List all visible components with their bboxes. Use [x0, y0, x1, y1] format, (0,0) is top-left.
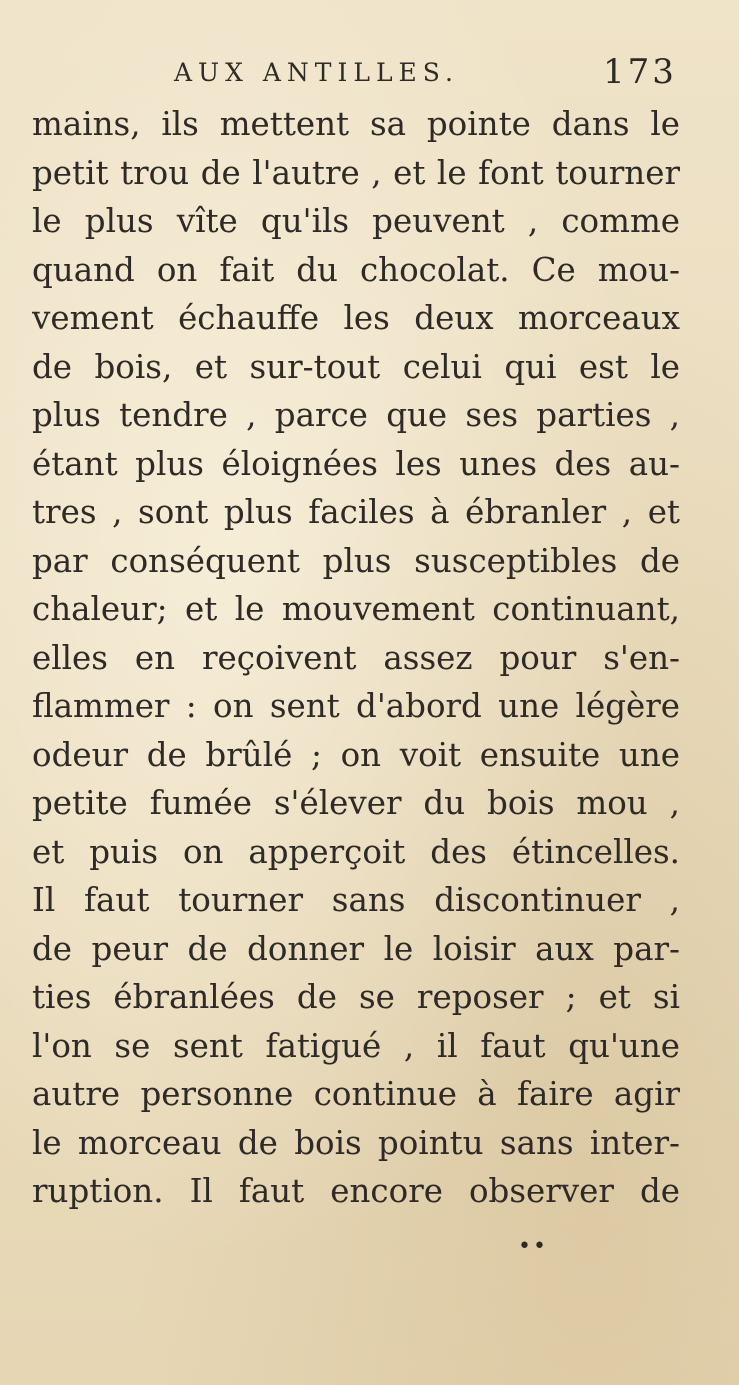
text-line: tres , sont plus faciles à ébranler , et: [32, 493, 680, 531]
text-line: étant plus éloignées les unes des au-: [32, 444, 680, 483]
text-line: le plus vîte qu'ils peuvent , comme: [32, 202, 680, 240]
text-line: autre personne continue à faire agir: [32, 1075, 680, 1113]
body-text: [32, 100, 680, 1216]
text-line: par conséquent plus susceptibles de: [32, 541, 680, 580]
text-line: ruption. Il faut encore observer de: [32, 1172, 680, 1210]
text-line: plus tendre , parce que ses parties ,: [32, 396, 680, 434]
text-line: Il faut tourner sans discontinuer ,: [32, 881, 680, 919]
text-line: ties ébranlées de se reposer ; et si: [32, 978, 680, 1016]
text-line: petit trou de l'autre , et le font tourner: [32, 153, 680, 192]
text-line: odeur de brûlé ; on voit ensuite une: [32, 735, 680, 774]
text-line: elles en reçoivent assez pour s'en-: [32, 638, 680, 677]
signature-mark: ••: [518, 1234, 548, 1259]
text-line: quand on fait du chocolat. Ce mou-: [32, 250, 680, 289]
text-line: de bois, et sur-tout celui qui est le: [32, 347, 680, 386]
running-head: [0, 52, 739, 96]
text-line: et puis on apperçoit des étincelles.: [32, 832, 680, 871]
running-head-title: AUX ANTILLES.: [174, 58, 459, 87]
text-line: le morceau de bois pointu sans inter-: [32, 1123, 680, 1162]
text-line: de peur de donner le loisir aux par-: [32, 929, 680, 968]
text-line: chaleur; et le mouvement continuant,: [32, 590, 680, 628]
text-line: flammer : on sent d'abord une légère: [32, 687, 680, 725]
text-line: vement échauffe les deux morceaux: [32, 299, 680, 337]
text-line: l'on se sent fatigué , il faut qu'une: [32, 1026, 680, 1065]
page-number: 173: [603, 52, 677, 92]
text-line: petite fumée s'élever du bois mou ,: [32, 784, 680, 822]
text-line: mains, ils mettent sa pointe dans le: [32, 105, 680, 143]
